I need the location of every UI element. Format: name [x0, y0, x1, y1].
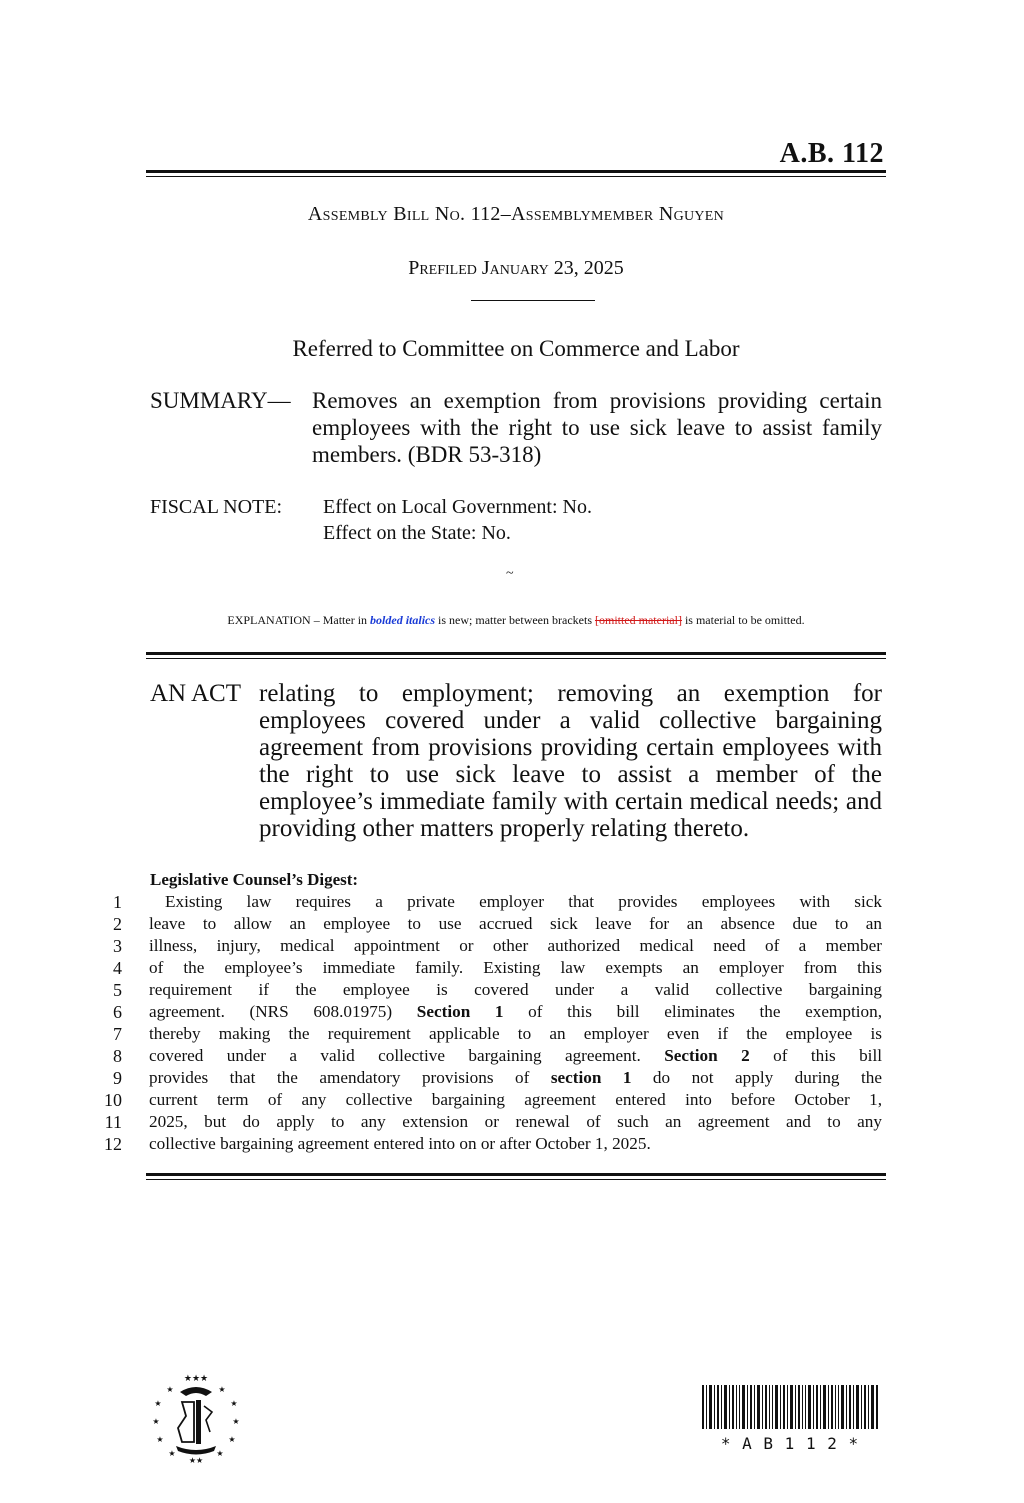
digest-line — [90, 1111, 882, 1133]
svg-text:★: ★ — [166, 1385, 174, 1394]
barcode-icon — [700, 1385, 880, 1429]
committee-referral: Referred to Committee on Commerce and Labor — [292, 336, 740, 361]
nevada-seal-icon — [150, 1372, 242, 1464]
digest-line-text — [149, 1001, 882, 1023]
digest-line-text: of the employee’s immediate family. Existing law exempts an employer from this — [149, 958, 882, 977]
omitted-matter-marker: [omitted material] — [594, 613, 682, 627]
svg-text:★★★: ★★★ — [183, 1374, 209, 1384]
act-label: AN ACT — [150, 680, 241, 707]
digest-text-part: agreement. (NRS 608.01975) — [149, 1002, 417, 1021]
line-number: 12 — [104, 1134, 122, 1154]
svg-text:★: ★ — [230, 1399, 238, 1408]
fiscal-note-label: FISCAL NOTE: — [150, 496, 283, 518]
summary-label: SUMMARY— — [150, 388, 291, 413]
explanation-line — [146, 613, 886, 628]
explanation-suffix: is material to be omitted. — [684, 613, 805, 627]
bill-number: A.B. 112 — [779, 138, 884, 169]
digest-line — [90, 957, 882, 979]
digest-line — [90, 913, 882, 935]
digest-line — [90, 891, 882, 913]
explanation-double-rule — [146, 652, 886, 659]
fiscal-effect-local: Effect on Local Government: No. — [323, 496, 592, 518]
header-double-rule — [146, 170, 886, 177]
act-block — [150, 680, 882, 842]
digest-body — [90, 891, 882, 1155]
digest-line — [90, 1001, 882, 1023]
digest-line-text — [149, 1067, 882, 1089]
digest-text-part: do not apply during the — [631, 1068, 882, 1087]
svg-text:★: ★ — [154, 1399, 162, 1408]
barcode-label: * A B 1 1 2 * — [720, 1434, 860, 1453]
digest-line — [90, 1023, 882, 1045]
digest-line-text: thereby making the requirement applicable to an employer even if the employee is — [149, 1024, 882, 1043]
svg-text:★: ★ — [168, 1449, 176, 1458]
digest-line-text: 2025, but do apply to any extension or renewal of such an agreement and to any — [149, 1112, 882, 1131]
line-number: 6 — [113, 1002, 122, 1022]
line-number: 10 — [104, 1090, 122, 1110]
explanation-prefix: EXPLANATION – Matter in — [227, 613, 368, 627]
explanation-middle: is new; matter between brackets — [438, 613, 592, 627]
section-reference: Section 1 — [416, 1002, 504, 1021]
svg-text:★: ★ — [218, 1385, 226, 1394]
digest-line-text: illness, injury, medical appointment or other authorized medical need of a member — [149, 936, 882, 955]
digest-double-rule — [146, 1173, 886, 1180]
digest-line — [90, 1045, 882, 1067]
fiscal-note-block — [150, 494, 592, 546]
svg-text:★★: ★★ — [188, 1456, 204, 1464]
digest-text-part: provides that the amendatory provisions of — [149, 1068, 551, 1087]
section-reference: section 1 — [550, 1068, 632, 1087]
digest-line-text: current term of any collective bargaining agreement entered into before October 1, — [149, 1090, 882, 1109]
digest-line — [90, 1133, 882, 1155]
digest-line-text: Existing law requires a private employer that provides employees with sick — [165, 892, 882, 911]
line-number: 2 — [113, 914, 122, 934]
line-number: 9 — [113, 1068, 122, 1088]
digest-line — [90, 935, 882, 957]
summary-text: Removes an exemption from provisions providing certain employees with the right to use sick leave to assist family members. (BDR 53-318) — [312, 388, 882, 467]
digest-text-part: of this bill eliminates the exemption, — [503, 1002, 883, 1021]
digest-line — [90, 979, 882, 1001]
fiscal-effect-state: Effect on the State: No. — [323, 522, 511, 544]
svg-text:★: ★ — [232, 1417, 240, 1426]
tilde-mark: ~ — [506, 566, 514, 581]
digest-text-part: of this bill — [749, 1046, 882, 1065]
act-text: relating to employment; removing an exemption for employees covered under a valid collective bargaining agreement from provisions providing certain employees with the right to use sick leave to assist a member of the employee’s immediate family with certain medical needs; and providing other matters properly relating thereto. — [259, 680, 882, 842]
digest-title: Legislative Counsel’s Digest: — [150, 870, 359, 889]
line-number: 8 — [113, 1046, 122, 1066]
new-matter-marker: bolded italics — [370, 613, 436, 627]
digest-line — [90, 1089, 882, 1111]
svg-text:★: ★ — [228, 1435, 236, 1444]
digest-line-text: collective bargaining agreement entered into on or after October 1, 2025. — [149, 1134, 651, 1153]
summary-block — [150, 387, 882, 468]
bill-title-line: Assembly Bill No. 112–Assemblymember Nguyen — [307, 203, 725, 225]
digest-text-part: covered under a valid collective bargaining agreement. — [149, 1046, 665, 1065]
svg-text:★: ★ — [216, 1449, 224, 1458]
line-number: 11 — [104, 1112, 122, 1132]
line-number: 1 — [113, 892, 122, 912]
svg-text:★: ★ — [152, 1417, 160, 1426]
digest-line-text: leave to allow an employee to use accrued sick leave for an absence due to an — [149, 914, 882, 933]
section-reference: Section 2 — [664, 1046, 750, 1065]
short-divider — [471, 300, 595, 301]
prefiled-date: Prefiled January 23, 2025 — [408, 257, 624, 279]
digest-line — [90, 1067, 882, 1089]
line-number: 3 — [113, 936, 122, 956]
line-number: 5 — [113, 980, 122, 1000]
line-number: 4 — [113, 958, 122, 978]
line-number: 7 — [113, 1024, 122, 1044]
digest-line-text — [149, 1045, 882, 1067]
svg-text:★: ★ — [156, 1435, 164, 1444]
digest-line-text: requirement if the employee is covered under a valid collective bargaining — [149, 980, 882, 999]
